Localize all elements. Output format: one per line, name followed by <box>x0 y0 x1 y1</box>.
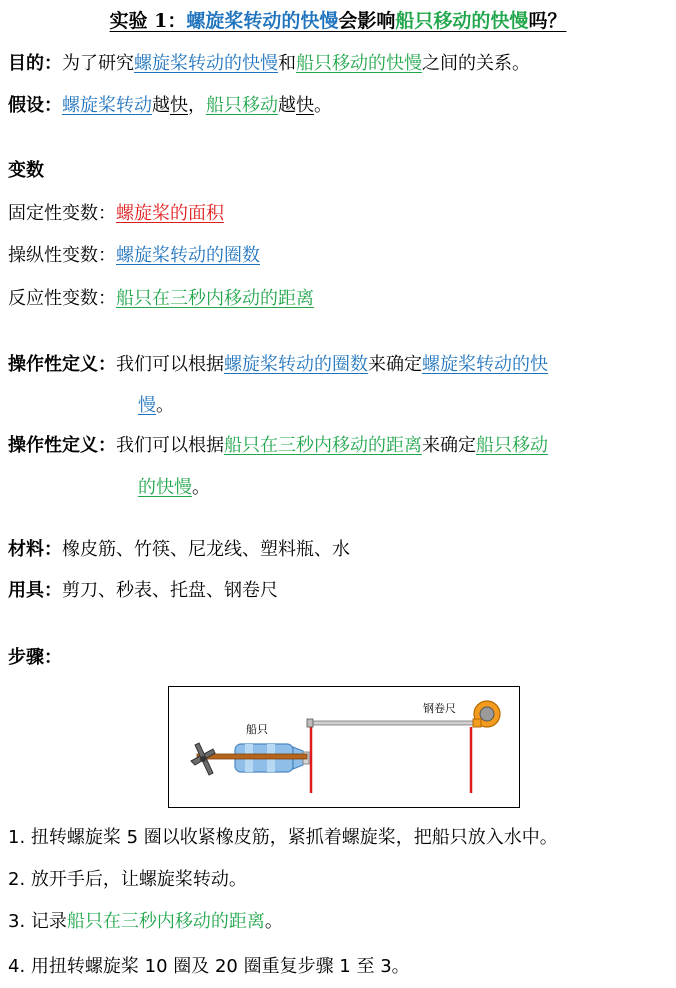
purpose-text-2: 和 <box>278 53 296 74</box>
opdef-2-text-1: 我们可以根据 <box>116 435 224 456</box>
title-prefix: 实验 1： <box>109 10 187 32</box>
opdef-2-continuation <box>138 476 210 500</box>
opdef-1-propeller-speed: 螺旋桨转动的快 <box>422 354 548 375</box>
boat-label: 船只 <box>246 723 268 736</box>
opdef-1-label: 操作性定义： <box>8 354 116 375</box>
purpose-text-3: 之间的关系。 <box>422 53 530 74</box>
tape-strip <box>311 721 475 725</box>
responding-variable-line <box>8 287 314 311</box>
experiment-illustration <box>169 687 519 807</box>
opdef-2-boat-speed: 的快慢 <box>138 477 192 498</box>
opdef-1-line <box>8 353 548 377</box>
title-propeller-speed: 螺旋桨转动的快慢 <box>186 10 339 32</box>
purpose-text-1: 为了研究 <box>62 53 134 74</box>
hypothesis-propeller: 螺旋桨转动 <box>62 95 152 116</box>
variables-heading: 变数 <box>8 160 44 181</box>
opdef-1-text-1: 我们可以根据 <box>116 354 224 375</box>
tools-value: 剪刀、秒表、托盘、钢卷尺 <box>62 580 278 601</box>
purpose-boat: 船只移动的快慢 <box>296 53 422 74</box>
manipulated-variable-label: 操纵性变数： <box>8 245 116 266</box>
tools-line <box>8 579 278 603</box>
hypothesis-comma: ， <box>188 95 206 116</box>
opdef-2-text-2: 来确定 <box>422 435 476 456</box>
fixed-variable-label: 固定性变数： <box>8 203 116 224</box>
tape-measure-icon <box>473 701 500 727</box>
purpose-line <box>8 52 530 76</box>
hypothesis-label: 假设： <box>8 95 62 116</box>
title-mid: 会影响 <box>338 10 396 32</box>
tape-measure-label: 钢卷尺 <box>423 702 456 715</box>
materials-line <box>8 538 350 562</box>
materials-value: 橡皮筋、竹筷、尼龙线、塑料瓶、水 <box>62 539 350 560</box>
opdef-2-boat-distance: 船只在三秒内移动的距离 <box>224 435 422 456</box>
fixed-variable-line <box>8 202 224 226</box>
steps-heading: 步骤： <box>8 647 62 668</box>
page-title <box>0 8 676 34</box>
step-4: 4. 用扭转螺旋桨 10 圈及 20 圈重复步骤 1 至 3。 <box>8 956 410 977</box>
experiment-figure <box>168 686 520 808</box>
step-3-period: 。 <box>264 911 283 932</box>
opdef-1-text-2: 来确定 <box>368 354 422 375</box>
responding-variable-value: 船只在三秒内移动的距离 <box>116 288 314 309</box>
opdef-2-period: 。 <box>192 477 210 498</box>
opdef-2-line <box>8 434 548 458</box>
title-boat-speed: 船只移动的快慢 <box>395 10 529 32</box>
hypothesis-period: 。 <box>314 95 332 116</box>
responding-variable-label: 反应性变数： <box>8 288 116 309</box>
hypothesis-text-2: 越 <box>278 95 296 116</box>
purpose-label: 目的： <box>8 53 62 74</box>
fixed-variable-value: 螺旋桨的面积 <box>116 203 224 224</box>
opdef-2-boat-move: 船只移动 <box>476 435 548 456</box>
purpose-propeller: 螺旋桨转动的快慢 <box>134 53 278 74</box>
step-1: 1. 扭转螺旋桨 5 圈以收紧橡皮筋，紧抓着螺旋桨，把船只放入水中。 <box>8 827 558 848</box>
step-3-boat-distance: 船只在三秒内移动的距离 <box>66 911 265 932</box>
title-suffix: 吗？ <box>528 10 567 32</box>
opdef-1-propeller-speed-end: 慢 <box>138 395 156 416</box>
chopstick <box>197 754 307 759</box>
manipulated-variable-value: 螺旋桨转动的圈数 <box>116 245 260 266</box>
tape-hook <box>307 719 313 727</box>
hypothesis-fast-1: 快 <box>170 95 188 116</box>
materials-label: 材料： <box>8 539 62 560</box>
step-3 <box>8 910 283 934</box>
hypothesis-text-1: 越 <box>152 95 170 116</box>
manipulated-variable-line <box>8 244 260 268</box>
opdef-1-period: 。 <box>156 395 174 416</box>
opdef-1-continuation <box>138 394 174 418</box>
tools-label: 用具： <box>8 580 62 601</box>
hypothesis-fast-2: 快 <box>296 95 314 116</box>
hypothesis-boat: 船只移动 <box>206 95 278 116</box>
opdef-1-propeller-turns: 螺旋桨转动的圈数 <box>224 354 368 375</box>
step-3-text: 3. 记录 <box>8 911 67 932</box>
hypothesis-line <box>8 94 332 118</box>
step-2: 2. 放开手后，让螺旋桨转动。 <box>8 869 247 890</box>
opdef-2-label: 操作性定义： <box>8 435 116 456</box>
